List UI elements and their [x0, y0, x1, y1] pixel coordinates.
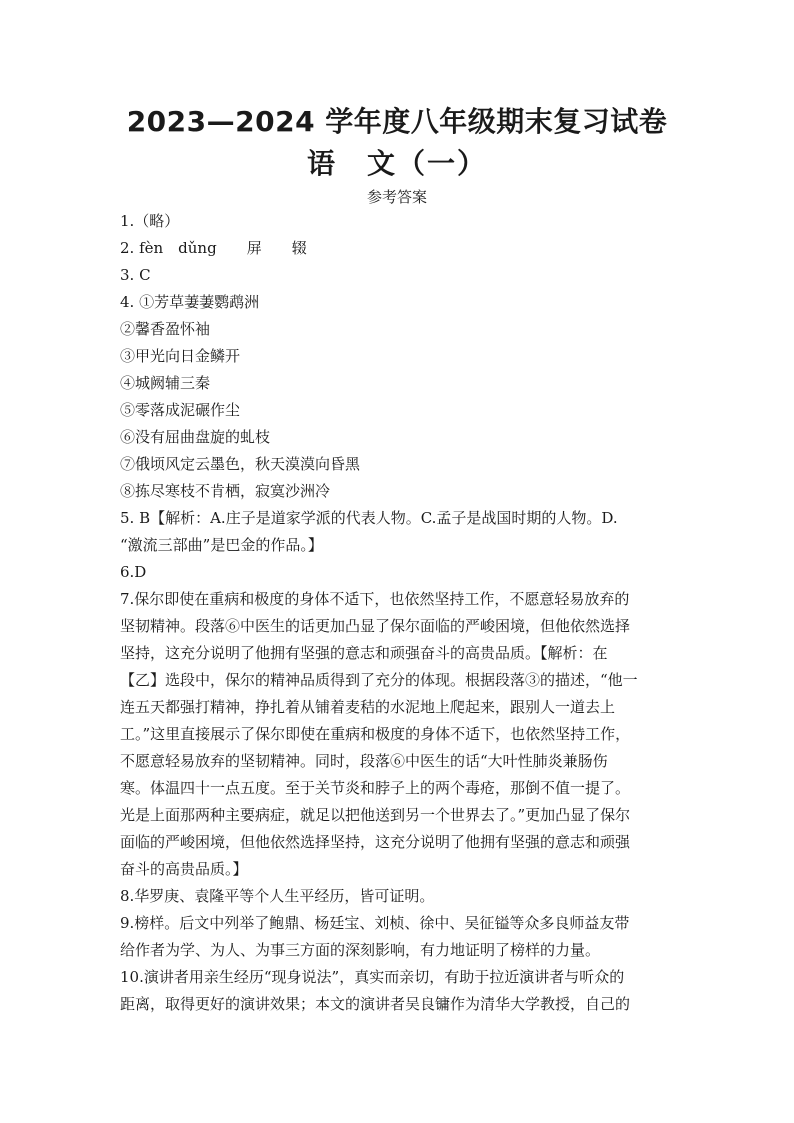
answer-key-heading: 参考答案 [366, 188, 427, 206]
answer-line: 10.演讲者用亲生经历“现身说法”，真实而亲切，有助于拉近演讲者与听众的 [120, 968, 625, 986]
answer-line: 面临的严峻困境，但他依然选择坚持，这充分说明了他拥有坚强的意志和顽强 [120, 833, 631, 851]
answer-line: ⑦俄顷风定云墨色，秋天漠漠向昏黑 [120, 455, 361, 473]
answer-line: 连五天都强打精神，挣扎着从铺着麦秸的水泥地上爬起来，跟别人一道去上 [120, 698, 616, 716]
subject-title: 语 文（一） [306, 147, 487, 180]
answer-line: 4. ①芳草萋萋鹦鹉洲 [120, 293, 260, 311]
answer-line: 9.榜样。后文中列举了鲍鼎、杨廷宝、刘桢、徐中、吴征镒等众多良师益友带 [120, 914, 630, 932]
answer-list [120, 208, 680, 1018]
answer-line: 坚韧精神。段落⑥中医生的话更加凸显了保尔面临的严峻困境，但他依然选择 [120, 617, 631, 635]
answer-line: 【乙】选段中，保尔的精神品质得到了充分的体现。根据段落③的描述，“他一 [120, 671, 638, 689]
answer-line: 6.D [120, 563, 147, 581]
answer-line: 2. fèn dǔng 屏 辍 [120, 239, 307, 257]
answer-line: 奋斗的高贵品质。】 [120, 860, 248, 878]
answer-line: 8.华罗庚、袁隆平等个人生平经历，皆可证明。 [120, 887, 435, 905]
answer-line: 3. C [120, 266, 151, 284]
answer-line: “激流三部曲”是巴金的作品。】 [120, 536, 323, 554]
answer-line: ③甲光向日金鳞开 [120, 347, 241, 365]
exam-title: 2023—2024 学年度八年级期末复习试卷 [126, 105, 668, 138]
answer-line: ⑧拣尽寒枝不肯栖，寂寞沙洲冷 [120, 482, 331, 500]
answer-line: 不愿意轻易放弃的坚韧精神。同时，段落⑥中医生的话“大叶性肺炎兼肠伤 [120, 752, 608, 770]
answer-line: 1.（略） [120, 212, 180, 230]
answer-line: 给作者为学、为人、为事三方面的深刻影响，有力地证明了榜样的力量。 [120, 941, 601, 959]
answer-line: ②馨香盈怀袖 [120, 320, 211, 338]
answer-line: 坚持，这充分说明了他拥有坚强的意志和顽强奋斗的高贵品质。【解析：在 [120, 644, 608, 662]
answer-line: 光是上面那两种主要病症，就足以把他送到另一个世界去了。”更加凸显了保尔 [120, 806, 631, 824]
answer-line: 距离，取得更好的演讲效果；本文的演讲者吴良镛作为清华大学教授，自己的 [120, 995, 631, 1013]
answer-line: ④城阙辅三秦 [120, 374, 211, 392]
answer-line: 工。”这里直接展示了保尔即使在重病和极度的身体不适下，也依然坚持工作， [120, 725, 631, 743]
answer-line: 7.保尔即使在重病和极度的身体不适下，也依然坚持工作，不愿意轻易放弃的 [120, 590, 630, 608]
answer-line: 5. B【解析：A.庄子是道家学派的代表人物。C.孟子是战国时期的人物。D. [120, 509, 618, 527]
answer-line: ⑤零落成泥碾作尘 [120, 401, 241, 419]
answer-line: ⑥没有屈曲盘旋的虬枝 [120, 428, 271, 446]
answer-line: 寒。体温四十一点五度。至于关节炎和脖子上的两个毒疮，那倒不值一提了。 [120, 779, 631, 797]
